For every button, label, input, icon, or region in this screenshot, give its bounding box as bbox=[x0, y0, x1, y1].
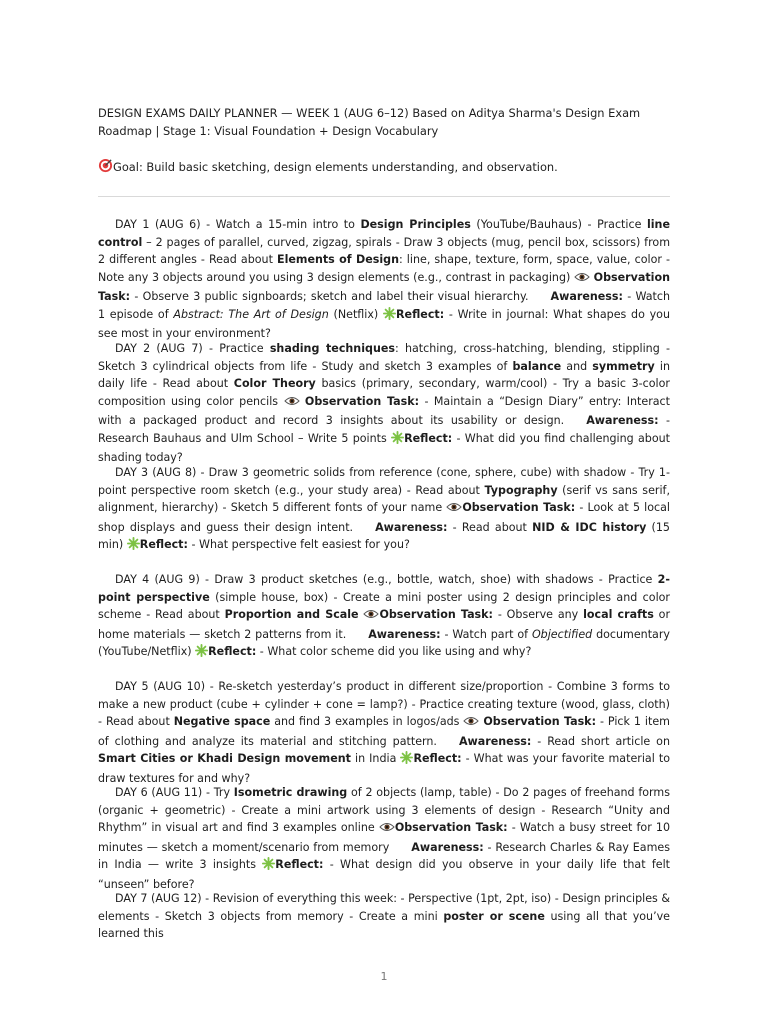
day-4-paragraph bbox=[98, 571, 670, 663]
reflect-label: Reflect: bbox=[275, 858, 324, 871]
day-text: of 2 objects (lamp, table) - Do 2 pages of freehand forms (organic + geometric) - Create a mini artwork using 3 elements of design - Research “Unity and Rhythm” in visual art and find 3 examples online bbox=[98, 786, 670, 834]
day-text: - Watch part of bbox=[440, 627, 532, 641]
observation-label: Observation Task: bbox=[98, 270, 670, 303]
awareness-label: Awareness: bbox=[458, 734, 532, 748]
eye-icon bbox=[284, 395, 300, 413]
observation-label: Observation Task: bbox=[304, 394, 420, 408]
day-text: DAY 7 (AUG 12) - Revision of everything this week: - Perspective (1pt, 2pt, iso) - Design principles & elements - Sketch 3 objects from memory - Create a mini bbox=[98, 892, 670, 923]
day-text: - Research Charles & Ray Eames in India — write 3 insights bbox=[98, 840, 670, 871]
day-bold: Design Principles bbox=[360, 218, 471, 231]
day-text: (serif vs sans serif, alignment, hierarchy) - Sketch 5 different fonts of your name bbox=[98, 483, 670, 514]
day-text: (YouTube/Bauhaus) - Practice bbox=[470, 218, 647, 231]
day-text: - Watch 1 episode of bbox=[98, 290, 671, 321]
day-bold: Negative space bbox=[173, 715, 271, 728]
day-text: : line, shape, texture, form, space, value, color - Note any 3 objects around you using 3 design elements (e.g., contrast in packaging) bbox=[98, 253, 670, 284]
day-text: and bbox=[561, 359, 593, 373]
day-bold: symmetry bbox=[592, 359, 655, 373]
day-2-paragraph bbox=[98, 340, 670, 467]
awareness-label: Awareness: bbox=[586, 414, 659, 427]
reflect-label: Reflect: bbox=[139, 538, 188, 551]
day-text: or home materials — sketch 2 patterns from it. bbox=[98, 608, 671, 641]
divider bbox=[98, 196, 670, 197]
eye-icon bbox=[574, 271, 590, 289]
sparkle-icon bbox=[400, 751, 413, 770]
reflect-label: Reflect: bbox=[404, 431, 453, 445]
day-text: - Read about bbox=[447, 520, 533, 534]
sparkle-icon bbox=[262, 857, 275, 876]
day-text: and find 3 examples in logos/ads bbox=[270, 715, 464, 728]
day-text: : hatching, cross-hatching, blending, stippling - Sketch 3 cylindrical objects from life - Study and sketch 3 examples of bbox=[98, 342, 671, 373]
day-text: using all that you’ve learned this bbox=[98, 909, 670, 940]
day-1-paragraph bbox=[98, 216, 670, 343]
day-text: (15 min) bbox=[98, 520, 670, 551]
awareness-label: Awareness: bbox=[368, 627, 441, 641]
day-text: in daily life - Read about bbox=[98, 359, 670, 390]
sparkle-icon bbox=[391, 431, 404, 450]
day-bold: 2-point perspective bbox=[98, 573, 670, 604]
day-bold: poster or scene bbox=[443, 909, 545, 923]
day-text: basics (primary, secondary, warm/cool) - Try a basic 3-color composition using color pencils bbox=[98, 377, 670, 408]
eye-icon bbox=[379, 821, 395, 839]
day-text: - Observe any bbox=[492, 608, 584, 621]
page-title: DESIGN EXAMS DAILY PLANNER — WEEK 1 (AUG 6–12) Based on Aditya Sharma's Design Exam Roadmap | Stage 1: Visual Foundation + Design Vocabulary bbox=[98, 106, 641, 138]
day-bold: line control bbox=[98, 218, 670, 249]
day-bold: Elements of Design bbox=[276, 253, 399, 266]
reflect-label: Reflect: bbox=[208, 645, 257, 658]
eye-icon bbox=[363, 608, 379, 626]
day-bold: Color Theory bbox=[233, 377, 316, 390]
observation-label: Observation Task: bbox=[462, 501, 576, 514]
observation-label: Observation Task: bbox=[394, 821, 508, 834]
day-text: DAY 1 (AUG 6) - Watch a 15-min intro to bbox=[115, 218, 361, 231]
page-number: 1 bbox=[380, 970, 388, 983]
observation-label: Observation Task: bbox=[483, 715, 596, 728]
day-text: - Read short article on bbox=[531, 734, 670, 748]
day-text: - Observe 3 public signboards; sketch and label their visual hierarchy. bbox=[130, 290, 529, 303]
goal-line bbox=[98, 158, 670, 179]
goal-label: Goal: bbox=[113, 160, 143, 174]
awareness-label: Awareness: bbox=[375, 520, 448, 534]
day-text: DAY 2 (AUG 7) - Practice bbox=[115, 342, 270, 355]
day-italic: Objectified bbox=[531, 627, 593, 641]
day-italic: Abstract: The Art of Design bbox=[173, 307, 329, 321]
day-text: in India bbox=[350, 752, 401, 765]
day-text: - What design did you observe in your daily life that felt “unseen” before? bbox=[98, 858, 671, 891]
day-bold: shading techniques bbox=[269, 342, 395, 355]
day-text: - What color scheme did you like using and why? bbox=[256, 645, 532, 658]
awareness-label: Awareness: bbox=[411, 840, 484, 854]
day-text: - Write in journal: What shapes do you see most in your environment? bbox=[98, 307, 670, 340]
day-text: - What was your favorite material to draw textures for and why? bbox=[98, 752, 670, 785]
day-bold: balance bbox=[512, 359, 562, 373]
observation-label: Observation Task: bbox=[379, 608, 493, 621]
day-bold: Smart Cities or Khadi Design movement bbox=[98, 752, 351, 765]
day-text: DAY 6 (AUG 11) - Try bbox=[115, 786, 234, 799]
day-text: - What did you find challenging about shading today? bbox=[98, 431, 670, 464]
day-text: DAY 4 (AUG 9) - Draw 3 product sketches (e.g., bottle, watch, shoe) with shadows - Practice bbox=[115, 573, 658, 586]
day-text: - Pick 1 item of clothing and analyze its material and stitching pattern. bbox=[98, 715, 670, 748]
day-text: - Maintain a “Design Diary” entry: Interact with a packaged product and record 3 insights about its usability or design. bbox=[98, 394, 670, 427]
day-bold: Typography bbox=[484, 483, 558, 497]
day-text: (Netflix) bbox=[328, 307, 383, 321]
sparkle-icon bbox=[195, 644, 208, 663]
day-text: - Watch a busy street for 10 minutes — sketch a moment/scenario from memory bbox=[98, 821, 671, 854]
day-6-paragraph bbox=[98, 784, 670, 893]
eye-icon bbox=[463, 715, 479, 733]
day-text: documentary (YouTube/Netflix) bbox=[98, 627, 670, 658]
day-text: - Research Bauhaus and Ulm School – Write 5 points bbox=[98, 414, 671, 445]
day-text: – 2 pages of parallel, curved, zigzag, spirals - Draw 3 objects (mug, pencil box, scissors) from 2 different angles - Read about bbox=[98, 235, 670, 266]
day-bold: Isometric drawing bbox=[233, 786, 348, 799]
day-5-paragraph bbox=[98, 678, 670, 787]
day-text: DAY 3 (AUG 8) - Draw 3 geometric solids from reference (cone, sphere, cube) with shadow - Try 1-point perspective room sketch (e.g., your study area) - Read about bbox=[98, 466, 670, 497]
sparkle-icon bbox=[127, 537, 140, 556]
day-3-paragraph bbox=[98, 464, 670, 556]
sparkle-icon bbox=[383, 307, 396, 326]
reflect-label: Reflect: bbox=[396, 307, 445, 321]
day-7-paragraph bbox=[98, 890, 670, 943]
target-icon bbox=[98, 158, 113, 179]
day-bold: Proportion and Scale bbox=[224, 608, 359, 621]
day-text: (simple house, box) - Create a mini poster using 2 design principles and color scheme - Read about bbox=[98, 590, 670, 621]
day-text: - What perspective felt easiest for you? bbox=[187, 538, 410, 551]
day-bold: NID & IDC history bbox=[532, 520, 647, 534]
day-bold: local crafts bbox=[583, 608, 654, 621]
day-text: - Look at 5 local shop displays and guess their design intent. bbox=[98, 501, 671, 534]
reflect-label: Reflect: bbox=[413, 752, 462, 765]
day-text: DAY 5 (AUG 10) - Re-sketch yesterday’s product in different size/proportion - Combine 3 forms to make a new product (cube + cylinder + cone = lamp?) - Practice creating texture (wood, glass, cloth) - Read about bbox=[98, 680, 670, 728]
goal-text: Build basic sketching, design elements understanding, and observation. bbox=[142, 160, 558, 174]
awareness-label: Awareness: bbox=[550, 290, 623, 303]
eye-icon bbox=[446, 501, 462, 519]
